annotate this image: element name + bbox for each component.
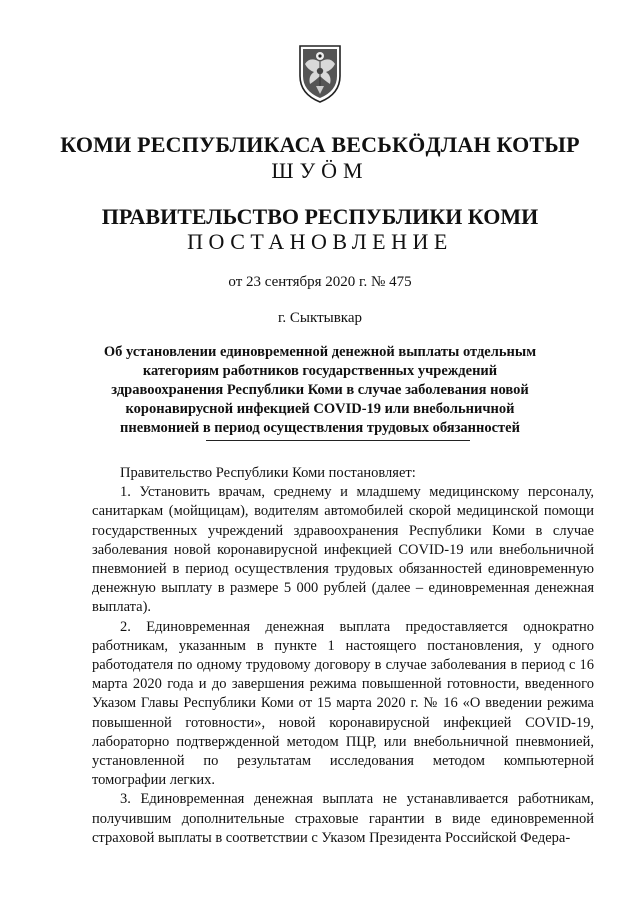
document-body — [92, 464, 594, 848]
header-line-shuom: ШУÖМ — [271, 158, 369, 183]
header-line-postanovlenie: ПОСТАНОВЛЕНИЕ — [187, 229, 453, 254]
document-date-number: от 23 сентября 2020 г. № 475 — [228, 274, 412, 290]
komi-republic-coat-of-arms-icon — [296, 40, 344, 104]
document-heading: Об установлении единовременной денежной выплаты отдельным категориям работников государственных учреждений здравоохранения Республики Коми в случае заболевания новой коронавирусной инфекцией COVID-19 или внебольничной пневмонией в период осуществления трудовых обязанностей — [103, 344, 537, 436]
heading-divider — [206, 440, 470, 441]
body-paragraph-1: 1. Установить врачам, среднему и младшему медицинскому персоналу, санитаркам (мойщицам), водителям автомобилей скорой медицинской помощи государственных учреждений здравоохранения Республики Коми в случае заболевания новой коронавирусной инфекцией COVID-19 или внебольничной пневмонией в период осуществления трудовых обязанностей единовременную денежную выплату в размере 5 000 рублей (далее – единовременная денежная выплата). — [92, 484, 594, 616]
document-city: г. Сыктывкар — [277, 310, 363, 326]
body-paragraph-3: 3. Единовременная денежная выплата не устанавливается работникам, получившим дополнительные страховые гарантии в виде единовременной страховой выплаты в соответствии с Указом Президента Российской Федера- — [92, 791, 594, 846]
header-line-government: ПРАВИТЕЛЬСТВО РЕСПУБЛИКИ КОМИ — [101, 204, 539, 229]
header-line-komi: КОМИ РЕСПУБЛИКАСА ВЕСЬКÖДЛАН КОТЫР — [60, 132, 580, 157]
body-paragraph-2: 2. Единовременная денежная выплата предоставляется однократно работникам, указанным в пункте 1 настоящего постановления, у одного работодателя по одному трудовому договору в случае заболевания в период с 16 марта 2020 года и до завершения режима повышенной готовности, введенного Указом Главы Республики Коми от 15 марта 2020 г. № 16 «О введении режима повышенной готовности», новой коронавирусной инфекцией COVID-19, лабораторно подтвержденной методом ПЦР, или внебольничной пневмонией, установленной по результатам исследования методом компьютерной томографии легких. — [92, 618, 594, 789]
body-intro: Правительство Республики Коми постановляет: — [120, 465, 416, 481]
